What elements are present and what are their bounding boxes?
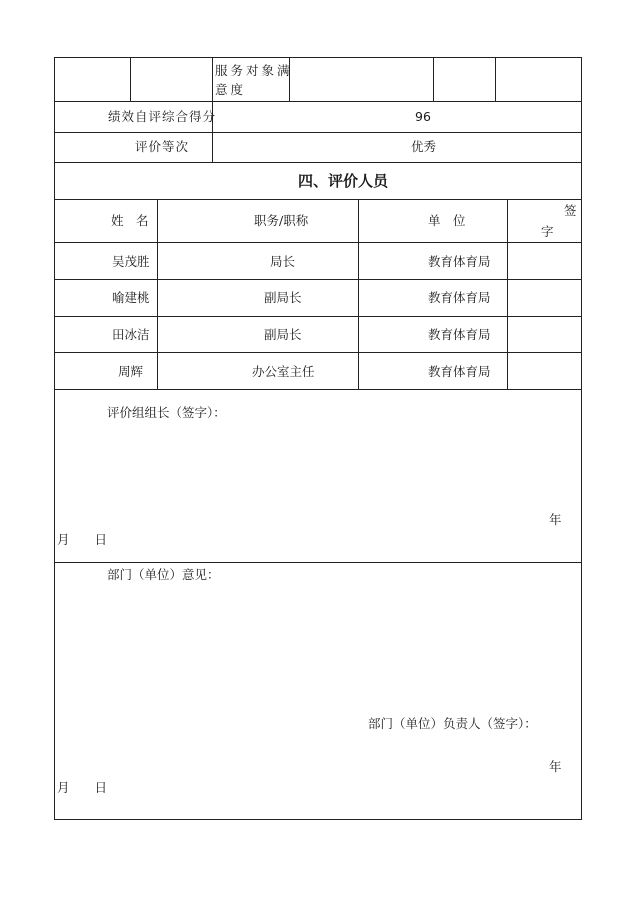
dept-opinion-label: 部门（单位）意见：: [107, 567, 220, 582]
top-row-line-2: [54, 132, 582, 133]
eval-row-line-4: [54, 352, 582, 353]
evaluator-unit: 教育体育局: [428, 254, 491, 269]
eval-col-divider-3: [507, 199, 508, 389]
evaluator-unit: 教育体育局: [428, 327, 491, 342]
dept-month-day: 月 日: [57, 780, 108, 795]
dept-signer-label: 部门（单位）负责人（签字）：: [368, 716, 537, 731]
title-bottom-line: [54, 199, 582, 200]
eval-col-divider-1: [157, 199, 158, 389]
evaluator-name: 周辉: [118, 364, 144, 379]
top-row-line-1: [54, 101, 582, 102]
leader-sign-label: 评价组组长（签字）：: [107, 405, 226, 420]
header-unit: 单 位: [428, 213, 466, 228]
header-sign-line1: 签: [564, 203, 577, 218]
top-col-divider-1: [130, 57, 131, 101]
eval-row-line-2: [54, 279, 582, 280]
eval-table-bottom-line: [54, 389, 582, 390]
header-position: 职务/职称: [254, 213, 309, 228]
evaluator-position: 办公室主任: [252, 364, 315, 379]
eval-row-line-1: [54, 242, 582, 243]
eval-col-divider-2: [358, 199, 359, 389]
evaluator-position: 局长: [270, 254, 296, 269]
header-name: 姓 名: [111, 213, 149, 228]
eval-row-line-3: [54, 316, 582, 317]
grade-label: 评价等次: [135, 139, 190, 154]
evaluator-position: 副局长: [264, 327, 302, 342]
section-title: 四、评价人员: [298, 172, 389, 190]
top-col-divider-5: [495, 57, 496, 101]
satisfaction-label-line1: 服务对象满: [215, 63, 293, 78]
evaluator-name: 喻建桃: [112, 290, 150, 305]
grade-value: 优秀: [411, 139, 437, 154]
evaluator-name: 田冰洁: [112, 327, 150, 342]
title-top-line: [54, 162, 582, 163]
leader-section-bottom-line: [54, 562, 582, 563]
dept-year: 年: [549, 759, 562, 774]
top-col-divider-4: [433, 57, 434, 101]
leader-month-day: 月 日: [57, 532, 108, 547]
evaluator-unit: 教育体育局: [428, 364, 491, 379]
score-label: 绩效自评综合得分: [108, 109, 217, 124]
leader-year: 年: [549, 512, 562, 527]
score-value: 96: [415, 109, 431, 124]
evaluator-unit: 教育体育局: [428, 290, 491, 305]
header-sign-line2: 字: [541, 224, 554, 239]
evaluator-position: 副局长: [264, 290, 302, 305]
evaluator-name: 吴茂胜: [112, 254, 150, 269]
satisfaction-label-line2: 意度: [215, 82, 247, 97]
